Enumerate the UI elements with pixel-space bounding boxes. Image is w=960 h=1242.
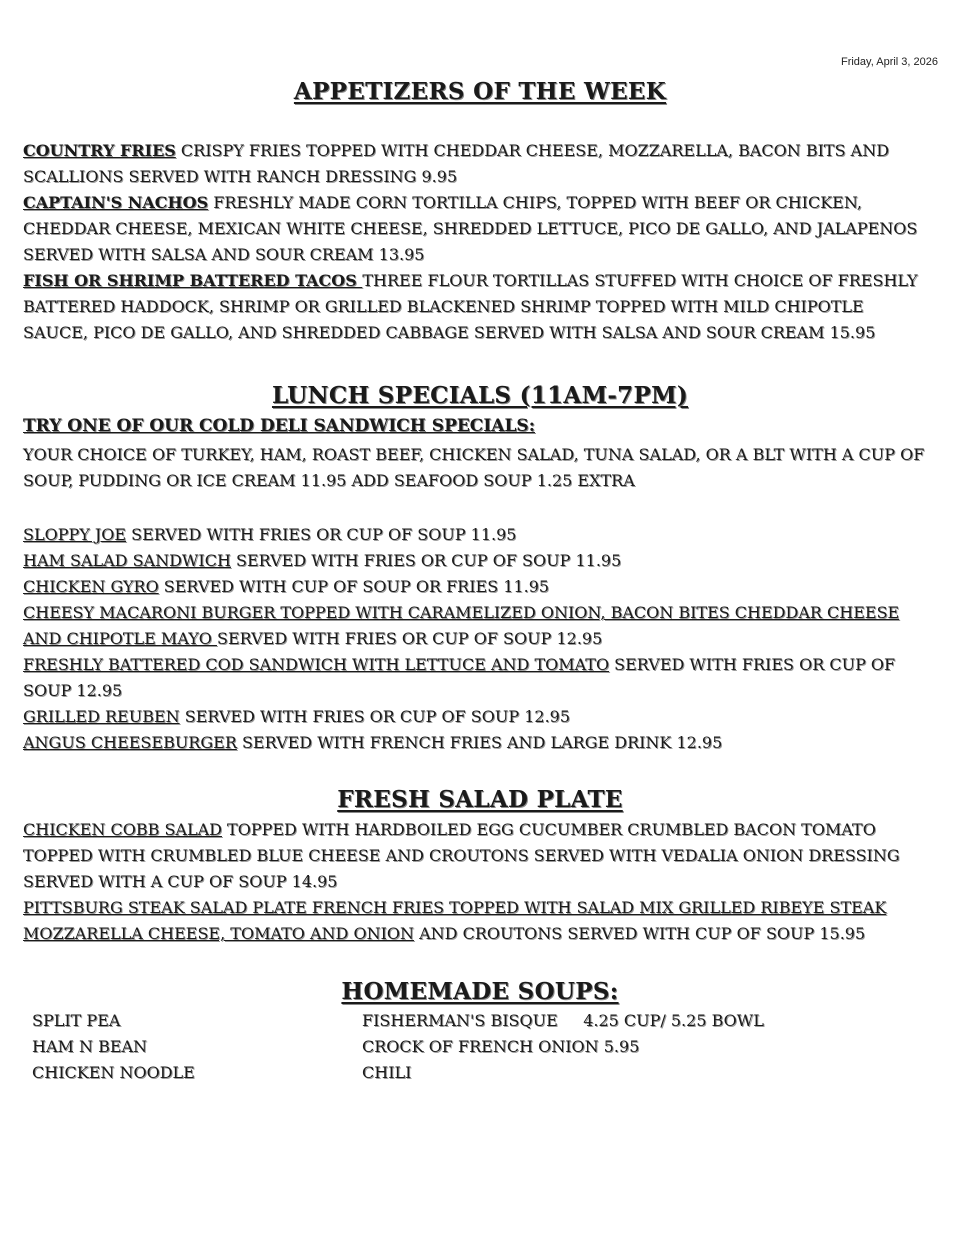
soup-left-item: SPLIT PEA: [32, 1011, 121, 1030]
lunch-item-name: SLOPPY JOE: [23, 525, 127, 544]
appetizer-name: CAPTAIN'S NACHOS: [23, 193, 209, 212]
salad-item-description: TOPPED WITH HARDBOILED EGG CUCUMBER CRUMBLED BACON TOMATO TOPPED WITH CRUMBLED BLUE CHEESE AND CROUTONS SERVED WITH VEDALIA ONION DRESSING SERVED WITH A CUP OF SOUP 14.95: [23, 820, 900, 891]
soups-heading: HOMEMADE SOUPS:: [341, 978, 619, 1005]
lunch-item: [23, 522, 928, 548]
appetizer-name: FISH OR SHRIMP BATTERED TACOS: [23, 271, 363, 290]
salad-item: [23, 817, 928, 895]
lunch-item-name: CHICKEN GYRO: [23, 577, 159, 596]
soup-row: [32, 1060, 912, 1086]
soup-left-item: CHICKEN NOODLE: [32, 1063, 195, 1082]
deli-text: YOUR CHOICE OF TURKEY, HAM, ROAST BEEF, CHICKEN SALAD, TUNA SALAD, OR A BLT WITH A CUP OF SOUP, PUDDING OR ICE CREAM 11.95 ADD SEAFOOD SOUP 1.25 EXTRA: [23, 445, 925, 490]
appetizers-list: [23, 138, 928, 346]
salad-item-name: PITTSBURG STEAK SALAD PLATE FRENCH FRIES TOPPED WITH SALAD MIX GRILLED RIBEYE STEAK MOZZARELLA CHEESE, TOMATO AND ONION: [23, 898, 887, 943]
salad-list: [23, 817, 928, 947]
lunch-item-description: SERVED WITH FRIES OR CUP OF SOUP 11.95: [230, 551, 622, 570]
salad-heading: FRESH SALAD PLATE: [337, 786, 623, 813]
lunch-item-name: ANGUS CHEESEBURGER: [23, 733, 237, 752]
lunch-item: [23, 548, 928, 574]
lunch-item: [23, 730, 928, 756]
lunch-list: [23, 522, 928, 756]
soup-left-item: HAM N BEAN: [32, 1037, 148, 1056]
menu-date: Friday, April 3, 2026: [840, 56, 938, 68]
deli-description: [23, 442, 928, 494]
lunch-item-description: SERVED WITH FRIES OR CUP OF SOUP 12.95: [216, 629, 603, 648]
salad-item-description: AND CROUTONS SERVED WITH CUP OF SOUP 15.95: [414, 924, 866, 943]
appetizer-description: THREE FLOUR TORTILLAS STUFFED WITH CHOICE OF FRESHLY BATTERED HADDOCK, SHRIMP OR GRILLED BLACKENED SHRIMP TOPPED WITH MILD CHIPOTLE SAUCE, PICO DE GALLO, AND SHREDDED CABBAGE SERVED WITH SALSA AND SOUR CREAM 15.95: [23, 271, 918, 342]
appetizer-name: COUNTRY FRIES: [23, 141, 176, 160]
soup-right-item: FISHERMAN'S BISQUE 4.25 CUP/ 5.25 BOWL: [362, 1011, 764, 1030]
lunch-item: [23, 704, 928, 730]
appetizer-item: [23, 268, 928, 346]
appetizer-description: CRISPY FRIES TOPPED WITH CHEDDAR CHEESE, MOZZARELLA, BACON BITS AND SCALLIONS SERVED WITH RANCH DRESSING 9.95: [23, 141, 890, 186]
appetizer-item: [23, 138, 928, 190]
lunch-item-name: CHEESY MACARONI BURGER TOPPED WITH CARAMELIZED ONION, BACON BITES CHEDDAR CHEESE AND CHIPOTLE MAYO: [23, 603, 900, 648]
soup-row: [32, 1034, 912, 1060]
appetizer-description: FRESHLY MADE CORN TORTILLA CHIPS, TOPPED WITH BEEF OR CHICKEN, CHEDDAR CHEESE, MEXICAN WHITE CHEESE, SHREDDED LETTUCE, PICO DE GALLO, AND JALAPENOS SERVED WITH SALSA AND SOUR CREAM 13.95: [23, 193, 918, 264]
appetizer-item: [23, 190, 928, 268]
soup-right-item: CHILI: [362, 1063, 412, 1082]
lunch-heading: LUNCH SPECIALS (11AM-7PM): [271, 382, 689, 409]
soups-list: [32, 1008, 912, 1086]
lunch-item-name: FRESHLY BATTERED COD SANDWICH WITH LETTUCE AND TOMATO: [23, 655, 610, 674]
lunch-item-description: SERVED WITH FRIES OR CUP OF SOUP 12.95: [23, 655, 896, 700]
lunch-item-description: SERVED WITH FRIES OR CUP OF SOUP 12.95: [179, 707, 571, 726]
lunch-item-description: SERVED WITH FRIES OR CUP OF SOUP 11.95: [126, 525, 517, 544]
salad-item-name: CHICKEN COBB SALAD: [23, 820, 222, 839]
soup-row: [32, 1008, 912, 1034]
lunch-item: [23, 600, 928, 652]
soup-right-item: CROCK OF FRENCH ONION 5.95: [362, 1037, 640, 1056]
lunch-item-name: GRILLED REUBEN: [23, 707, 180, 726]
lunch-item-name: HAM SALAD SANDWICH: [23, 551, 231, 570]
lunch-item: [23, 574, 928, 600]
lunch-item-description: SERVED WITH CUP OF SOUP OR FRIES 11.95: [158, 577, 550, 596]
deli-subheading: TRY ONE OF OUR COLD DELI SANDWICH SPECIALS:: [23, 416, 535, 436]
lunch-item: [23, 652, 928, 704]
appetizers-heading: APPETIZERS OF THE WEEK: [293, 78, 667, 105]
lunch-item-description: SERVED WITH FRENCH FRIES AND LARGE DRINK 12.95: [236, 733, 723, 752]
salad-item: [23, 895, 928, 947]
